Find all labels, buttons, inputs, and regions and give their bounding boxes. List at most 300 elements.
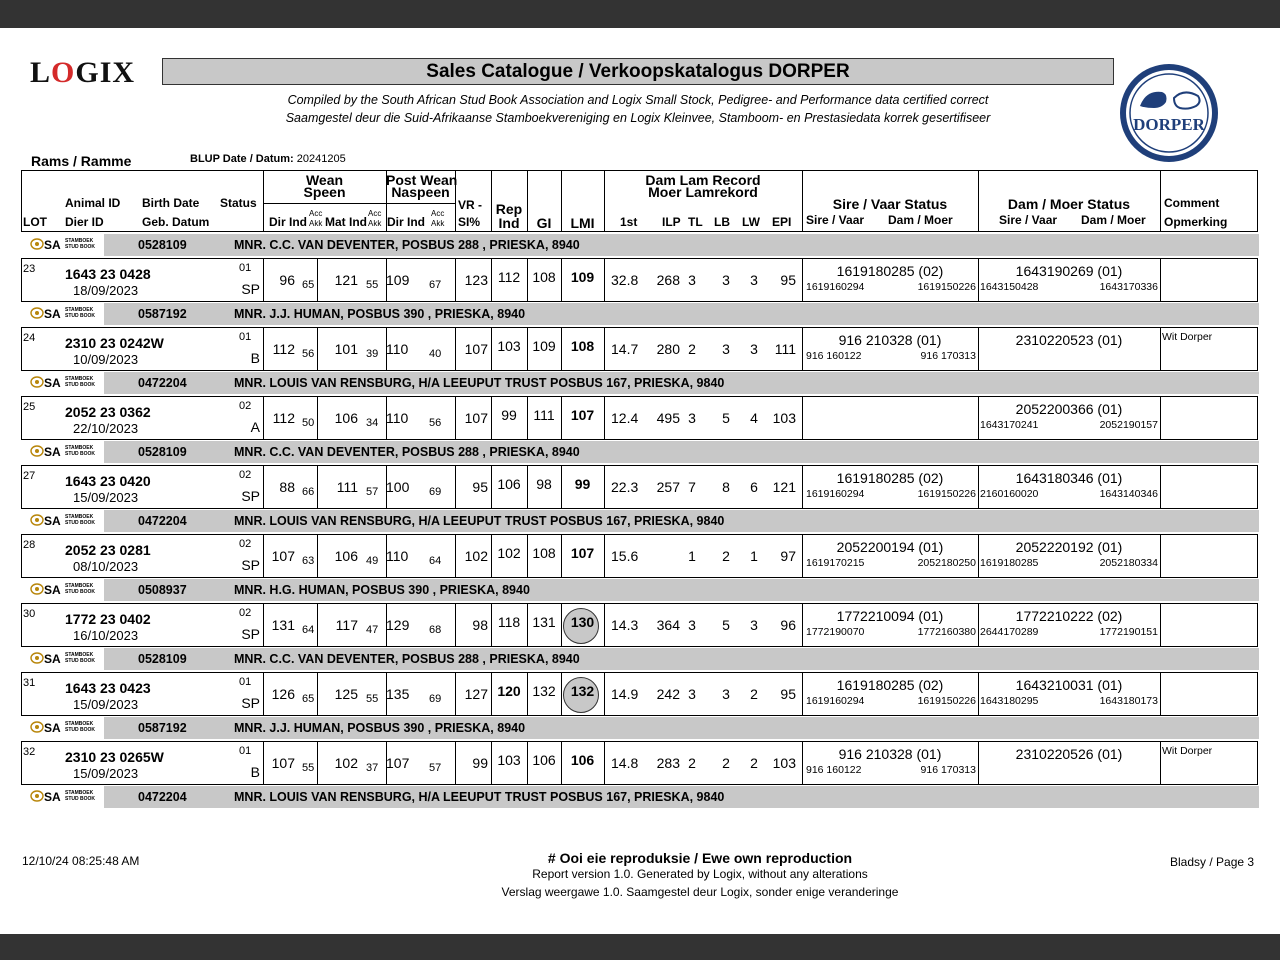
- row-divider: [263, 673, 264, 715]
- cell-lmi: 132: [570, 683, 595, 699]
- cell-dam-sire: 1643170241: [980, 419, 1039, 431]
- col-comment: Comment: [1164, 196, 1220, 210]
- cell-wean-mat-acc: 37: [366, 762, 379, 774]
- cell-pw-acc: 68: [429, 624, 442, 636]
- cell-lmi: 108: [570, 338, 595, 354]
- cell-wean-dir: 112: [272, 341, 295, 357]
- col-si: SI%: [458, 215, 481, 229]
- breeder-code: 0587192: [138, 721, 187, 735]
- col-pw-dir-ind: Dir Ind: [387, 215, 425, 229]
- col-dam-status: Dam / Moer Status: [1007, 196, 1131, 212]
- cell-lb: 8: [722, 479, 730, 495]
- table-row: [21, 603, 1258, 647]
- cell-wean-dir-acc: 64: [302, 624, 315, 636]
- cell-lw: 2: [750, 755, 758, 771]
- col-animal-id: Animal ID: [65, 196, 121, 210]
- cell-sire-main: 916 210328 (01): [838, 332, 942, 348]
- table-row: [21, 327, 1258, 371]
- cell-pw-dir: 110: [386, 341, 409, 357]
- cell-pw-acc: 56: [429, 417, 442, 429]
- col-divider: [1160, 171, 1161, 231]
- col-tl: TL: [688, 215, 703, 229]
- breeder-code: 0472204: [138, 514, 187, 528]
- cell-first: 22.3: [611, 479, 639, 495]
- row-divider: [604, 535, 605, 577]
- cell-code: 01: [239, 331, 252, 343]
- studbook-icon: [30, 514, 44, 526]
- logix-logo: LOGIX: [30, 56, 136, 89]
- cell-epi: 121: [772, 479, 796, 495]
- logo-o-accent: O: [51, 56, 76, 89]
- cell-dam-sire: 1643150428: [980, 281, 1039, 293]
- studbook-icon: [30, 307, 44, 319]
- cell-pw-acc: 64: [429, 555, 442, 567]
- breeder-code: 0587192: [138, 307, 187, 321]
- footer-timestamp: 12/10/24 08:25:48 AM: [22, 854, 140, 868]
- breeder-name: MNR. LOUIS VAN RENSBURG, H/A LEEUPUT TRUST POSBUS 167, PRIESKA, 9840: [234, 514, 725, 528]
- cell-wean-mat: 102: [334, 755, 358, 771]
- studbook-small-2: STUD BOOK: [65, 451, 95, 457]
- col-pw-acc: Acc: [431, 209, 445, 218]
- cell-status: B: [250, 350, 260, 366]
- studbook-logo: [30, 789, 100, 805]
- cell-lb: 5: [722, 617, 730, 633]
- col-birth-date: Birth Date: [142, 196, 200, 210]
- cell-first: 15.6: [611, 548, 639, 564]
- cell-rep: 106: [497, 476, 521, 492]
- cell-birth: 15/09/2023: [73, 697, 139, 712]
- dorper-emblem: [1118, 62, 1220, 164]
- row-divider: [317, 397, 318, 439]
- cell-sire-dam: 916 170313: [920, 350, 976, 362]
- studbook-small-label: [65, 514, 95, 526]
- cell-lot: 24: [23, 332, 36, 344]
- cell-dam-sire: 1619180285: [980, 557, 1039, 569]
- cell-wean-dir: 107: [271, 755, 295, 771]
- row-divider: [1160, 328, 1161, 370]
- row-divider: [604, 466, 605, 508]
- studbook-label: SA: [44, 238, 61, 252]
- col-wean-acc: Acc: [309, 209, 323, 218]
- col-wean: Wean: [305, 172, 344, 188]
- cell-vr: 107: [464, 410, 488, 426]
- cell-first: 14.3: [611, 617, 639, 633]
- col-post-wean: Post Wean: [386, 172, 458, 188]
- row-divider: [1160, 742, 1161, 784]
- cell-sire-sire: 1619160294: [806, 488, 865, 500]
- studbook-logo: [30, 306, 100, 322]
- studbook-small-2: STUD BOOK: [65, 382, 95, 388]
- cell-tl: 3: [688, 686, 696, 702]
- breeder-name: MNR. LOUIS VAN RENSBURG, H/A LEEUPUT TRUST POSBUS 167, PRIESKA, 9840: [234, 790, 725, 804]
- studbook-small-1: STAMBOEK: [65, 376, 94, 382]
- breeder-bar: [104, 441, 1259, 463]
- page-title: Sales Catalogue / Verkoopskatalogus DORPER: [162, 58, 1114, 85]
- cell-wean-dir-acc: 56: [302, 348, 315, 360]
- studbook-small-2: STUD BOOK: [65, 244, 95, 250]
- cell-wean-dir: 126: [271, 686, 295, 702]
- cell-status: SP: [241, 557, 260, 573]
- cell-rep: 102: [497, 545, 521, 561]
- studbook-small-label: [65, 790, 95, 802]
- col-dam-lam-record: Dam Lam Record: [645, 172, 761, 188]
- row-divider: [317, 673, 318, 715]
- studbook-small-label: [65, 445, 95, 457]
- row-divider: [263, 604, 264, 646]
- breeder-code: 0528109: [138, 238, 187, 252]
- cell-tl: 3: [688, 410, 696, 426]
- cell-wean-mat-acc: 34: [366, 417, 379, 429]
- studbook-label: SA: [44, 376, 61, 390]
- cell-lw: 3: [750, 617, 758, 633]
- cell-lw: 1: [750, 548, 758, 564]
- studbook-logo: [30, 513, 100, 529]
- cell-dam-dam: 1643170336: [1099, 281, 1158, 293]
- cell-wean-mat-acc: 49: [366, 555, 379, 567]
- cell-lmi: 107: [570, 545, 595, 561]
- studbook-icon: [30, 445, 44, 457]
- col-sire-dam: Dam / Moer: [888, 213, 953, 227]
- cell-dam-main: 2310220523 (01): [1015, 332, 1123, 348]
- studbook-icon: [30, 721, 44, 733]
- cell-lb: 2: [722, 755, 730, 771]
- row-divider: [604, 673, 605, 715]
- col-lot: LOT: [23, 215, 47, 229]
- cell-dam-sire: 2644170289: [980, 626, 1039, 638]
- column-header: [21, 170, 1258, 232]
- table-row: [21, 258, 1258, 302]
- cell-sire-dam: 1619150226: [917, 695, 976, 707]
- cell-first: 14.9: [611, 686, 639, 702]
- cell-birth: 16/10/2023: [73, 628, 139, 643]
- studbook-logo: [30, 375, 100, 391]
- studbook-logo: [30, 237, 100, 253]
- cell-lot: 31: [23, 677, 36, 689]
- cell-dam-dam: 1772190151: [1099, 626, 1158, 638]
- breeder-bar: [104, 234, 1259, 256]
- cell-status: B: [250, 764, 260, 780]
- cell-gi: 132: [532, 683, 556, 699]
- cell-dam-main: 2310220526 (01): [1015, 746, 1123, 762]
- cell-lmi: 99: [574, 476, 591, 492]
- breeder-bar: [104, 786, 1259, 808]
- col-dier-id: Dier ID: [65, 215, 104, 229]
- cell-gi: 108: [532, 545, 556, 561]
- cell-epi: 95: [780, 272, 796, 288]
- row-divider: [604, 259, 605, 301]
- cell-epi: 95: [780, 686, 796, 702]
- cell-ilp: 268: [656, 272, 680, 288]
- cell-lmi: 109: [570, 269, 595, 285]
- table-row: [21, 672, 1258, 716]
- cell-sire-sire: 916 160122: [806, 350, 862, 362]
- row-divider: [317, 259, 318, 301]
- cell-wean-mat-acc: 57: [366, 486, 379, 498]
- studbook-small-label: [65, 307, 95, 319]
- cell-status: SP: [241, 281, 260, 297]
- cell-lb: 5: [722, 410, 730, 426]
- cell-dam-dam: 2052180334: [1099, 557, 1158, 569]
- cell-wean-dir-acc: 50: [302, 417, 315, 429]
- cell-wean-mat-acc: 39: [366, 348, 379, 360]
- cell-pw-acc: 69: [429, 693, 442, 705]
- cell-dam-dam: 1643140346: [1099, 488, 1158, 500]
- cell-rep: 103: [497, 338, 521, 354]
- row-divider: [1160, 466, 1161, 508]
- cell-sire-main: 916 210328 (01): [838, 746, 942, 762]
- cell-tl: 3: [688, 272, 696, 288]
- breeder-name: MNR. J.J. HUMAN, POSBUS 390 , PRIESKA, 8940: [234, 307, 526, 321]
- wean-underline: [263, 203, 386, 204]
- cell-code: 02: [239, 469, 252, 481]
- col-sire-sire: Sire / Vaar: [806, 213, 865, 227]
- row-divider: [263, 259, 264, 301]
- col-pw-akk: Akk: [431, 219, 445, 228]
- cell-pw-acc: 40: [429, 348, 442, 360]
- footer-note: # Ooi eie reproduksie / Ewe own reproduction: [547, 850, 853, 866]
- breeder-code: 0508937: [138, 583, 187, 597]
- studbook-label: SA: [44, 721, 61, 735]
- col-rep: Rep: [495, 201, 523, 217]
- cell-id: 1772 23 0402: [65, 611, 151, 627]
- cell-pw-dir: 110: [386, 548, 409, 564]
- studbook-small-1: STAMBOEK: [65, 790, 94, 796]
- cell-rep: 112: [497, 269, 521, 285]
- cell-first: 12.4: [611, 410, 639, 426]
- cell-lot: 27: [23, 470, 36, 482]
- studbook-small-label: [65, 376, 95, 388]
- cell-dam-main: 2052220192 (01): [1015, 539, 1123, 555]
- breeder-name: MNR. H.G. HUMAN, POSBUS 390 , PRIESKA, 8940: [234, 583, 530, 597]
- studbook-label: SA: [44, 307, 61, 321]
- cell-sire-main: 1619180285 (02): [836, 470, 944, 486]
- studbook-label: SA: [44, 652, 61, 666]
- cell-epi: 103: [772, 755, 796, 771]
- studbook-small-1: STAMBOEK: [65, 583, 94, 589]
- col-vr: VR -: [458, 198, 482, 212]
- footer-version-af: Verslag weergawe 1.0. Saamgestel deur Logix, sonder enige veranderinge: [501, 885, 899, 899]
- studbook-label: SA: [44, 790, 61, 804]
- cell-wean-dir-acc: 63: [302, 555, 315, 567]
- cell-wean-mat: 101: [334, 341, 358, 357]
- cell-wean-mat-acc: 55: [366, 279, 379, 291]
- cell-lb: 3: [722, 686, 730, 702]
- cell-code: 01: [239, 745, 252, 757]
- cell-id: 2310 23 0265W: [65, 749, 164, 765]
- cell-epi: 97: [780, 548, 796, 564]
- cell-sire-dam: 916 170313: [920, 764, 976, 776]
- cell-vr: 127: [464, 686, 488, 702]
- studbook-small-2: STUD BOOK: [65, 589, 95, 595]
- cell-vr: 95: [472, 479, 488, 495]
- cell-sire-main: 2052200194 (01): [836, 539, 944, 555]
- cell-dam-main: 2052200366 (01): [1015, 401, 1123, 417]
- row-divider: [1160, 259, 1161, 301]
- bottom-dark-band: [0, 934, 1280, 960]
- cell-birth: 15/09/2023: [73, 490, 139, 505]
- cell-lb: 2: [722, 548, 730, 564]
- row-divider: [1160, 397, 1161, 439]
- footer-page: Bladsy / Page 3: [1170, 855, 1255, 869]
- cell-first: 14.7: [611, 341, 639, 357]
- cell-sire-sire: 1619170215: [806, 557, 865, 569]
- cell-vr: 123: [464, 272, 488, 288]
- col-opmerking: Opmerking: [1164, 215, 1228, 229]
- cell-code: 02: [239, 538, 252, 550]
- col-dam-dam: Dam / Moer: [1081, 213, 1146, 227]
- cell-epi: 96: [780, 617, 796, 633]
- col-gi: GI: [536, 215, 552, 231]
- cell-tl: 2: [688, 341, 696, 357]
- cell-sire-sire: 1619160294: [806, 281, 865, 293]
- cell-pw-dir: 100: [386, 479, 410, 495]
- studbook-small-1: STAMBOEK: [65, 238, 94, 244]
- cell-wean-dir: 112: [272, 410, 295, 426]
- cell-status: SP: [241, 695, 260, 711]
- footer-version-en: Report version 1.0. Generated by Logix, without any alterations: [532, 867, 868, 881]
- row-divider: [317, 535, 318, 577]
- studbook-small-label: [65, 583, 95, 595]
- cell-vr: 99: [472, 755, 488, 771]
- studbook-small-1: STAMBOEK: [65, 307, 94, 313]
- cell-first: 32.8: [611, 272, 639, 288]
- row-divider: [604, 742, 605, 784]
- cell-comment: Wit Dorper: [1162, 745, 1213, 757]
- cell-wean-mat: 121: [334, 272, 358, 288]
- cell-wean-mat: 106: [334, 410, 358, 426]
- cell-ilp: 364: [656, 617, 680, 633]
- cell-pw-dir: 109: [386, 272, 410, 288]
- row-divider: [263, 328, 264, 370]
- breeder-name: MNR. J.J. HUMAN, POSBUS 390 , PRIESKA, 8940: [234, 721, 526, 735]
- table-row: [21, 741, 1258, 785]
- subtitle-english: Compiled by the South African Stud Book Association and Logix Small Stock, Pedigree- and Performance data certified correct: [287, 93, 989, 107]
- breeder-name: MNR. LOUIS VAN RENSBURG, H/A LEEUPUT TRUST POSBUS 167, PRIESKA, 9840: [234, 376, 725, 390]
- cell-sire-sire: 916 160122: [806, 764, 862, 776]
- cell-wean-mat: 111: [336, 479, 358, 495]
- cell-pw-dir: 107: [386, 755, 410, 771]
- cell-lb: 3: [722, 341, 730, 357]
- cell-vr: 98: [472, 617, 488, 633]
- col-moer-lamrekord: Moer Lamrekord: [648, 184, 758, 200]
- cell-sire-dam: 2052180250: [917, 557, 976, 569]
- cell-id: 2052 23 0281: [65, 542, 151, 558]
- cell-pw-dir: 129: [386, 617, 410, 633]
- cell-sire-sire: 1619160294: [806, 695, 865, 707]
- subtitle-afrikaans: Saamgestel deur die Suid-Afrikaanse Stamboekvereniging en Logix Kleinvee, Stamboom- en Prestasiedata korrek gesertifiseer: [285, 111, 991, 125]
- cell-status: SP: [241, 626, 260, 642]
- studbook-icon: [30, 583, 44, 595]
- cell-sire-main: 1619180285 (02): [836, 263, 944, 279]
- table-row: [21, 465, 1258, 509]
- col-sire-status: Sire / Vaar Status: [832, 196, 948, 212]
- breeder-code: 0528109: [138, 445, 187, 459]
- studbook-small-1: STAMBOEK: [65, 652, 94, 658]
- row-divider: [1160, 535, 1161, 577]
- top-dark-band: [0, 0, 1280, 28]
- cell-status: SP: [241, 488, 260, 504]
- breeder-bar: [104, 648, 1259, 670]
- cell-rep: 103: [497, 752, 521, 768]
- cell-ilp: 280: [656, 341, 680, 357]
- studbook-label: SA: [44, 445, 61, 459]
- cell-code: 01: [239, 676, 252, 688]
- cell-sire-dam: 1619150226: [917, 281, 976, 293]
- cell-dam-main: 1643190269 (01): [1015, 263, 1123, 279]
- row-divider: [263, 742, 264, 784]
- row-divider: [1160, 604, 1161, 646]
- row-divider: [317, 742, 318, 784]
- breeder-bar: [104, 717, 1259, 739]
- cell-pw-acc: 69: [429, 486, 442, 498]
- breeder-code: 0472204: [138, 376, 187, 390]
- cell-ilp: 283: [656, 755, 680, 771]
- cell-birth: 22/10/2023: [73, 421, 139, 436]
- studbook-small-2: STUD BOOK: [65, 796, 95, 802]
- cell-tl: 3: [688, 617, 696, 633]
- col-lmi: LMI: [570, 215, 595, 231]
- table-row: [21, 396, 1258, 440]
- row-divider: [802, 397, 803, 439]
- cell-wean-dir: 96: [279, 272, 295, 288]
- row-divider: [317, 604, 318, 646]
- cell-tl: 1: [688, 548, 696, 564]
- cell-pw-acc: 57: [429, 762, 442, 774]
- cell-comment: Wit Dorper: [1162, 331, 1213, 343]
- studbook-small-2: STUD BOOK: [65, 313, 95, 319]
- cell-dam-main: 1643180346 (01): [1015, 470, 1123, 486]
- cell-id: 1643 23 0423: [65, 680, 151, 696]
- cell-gi: 106: [532, 752, 556, 768]
- cell-lot: 23: [23, 263, 36, 275]
- cell-wean-dir-acc: 55: [302, 762, 315, 774]
- col-mat-akk: Akk: [368, 219, 382, 228]
- cell-wean-mat-acc: 47: [366, 624, 379, 636]
- cell-code: 02: [239, 607, 252, 619]
- studbook-icon: [30, 652, 44, 664]
- row-divider: [263, 397, 264, 439]
- studbook-logo: [30, 720, 100, 736]
- breeder-bar: [104, 372, 1259, 394]
- row-divider: [263, 535, 264, 577]
- studbook-icon: [30, 238, 44, 250]
- breeder-name: MNR. C.C. VAN DEVENTER, POSBUS 288 , PRIESKA, 8940: [234, 445, 580, 459]
- cell-lw: 3: [750, 341, 758, 357]
- breeder-name: MNR. C.C. VAN DEVENTER, POSBUS 288 , PRIESKA, 8940: [234, 652, 580, 666]
- cell-dam-dam: 2052190157: [1099, 419, 1158, 431]
- studbook-icon: [30, 376, 44, 388]
- cell-lw: 3: [750, 272, 758, 288]
- cell-wean-dir-acc: 65: [302, 693, 315, 705]
- cell-wean-mat: 117: [335, 617, 358, 633]
- cell-wean-dir: 107: [271, 548, 295, 564]
- row-divider: [317, 328, 318, 370]
- cell-lmi: 107: [570, 407, 595, 423]
- cell-id: 2310 23 0242W: [65, 335, 164, 351]
- row-divider: [604, 397, 605, 439]
- cell-ilp: 242: [656, 686, 680, 702]
- cell-wean-mat: 106: [334, 548, 358, 564]
- breeder-bar: [104, 303, 1259, 325]
- cell-lb: 3: [722, 272, 730, 288]
- studbook-small-1: STAMBOEK: [65, 721, 94, 727]
- cell-lw: 2: [750, 686, 758, 702]
- cell-sire-main: 1619180285 (02): [836, 677, 944, 693]
- cell-dam-main: 1772210222 (02): [1015, 608, 1123, 624]
- cell-vr: 102: [464, 548, 488, 564]
- cell-rep: 118: [497, 614, 521, 630]
- cell-sire-main: 1772210094 (01): [836, 608, 944, 624]
